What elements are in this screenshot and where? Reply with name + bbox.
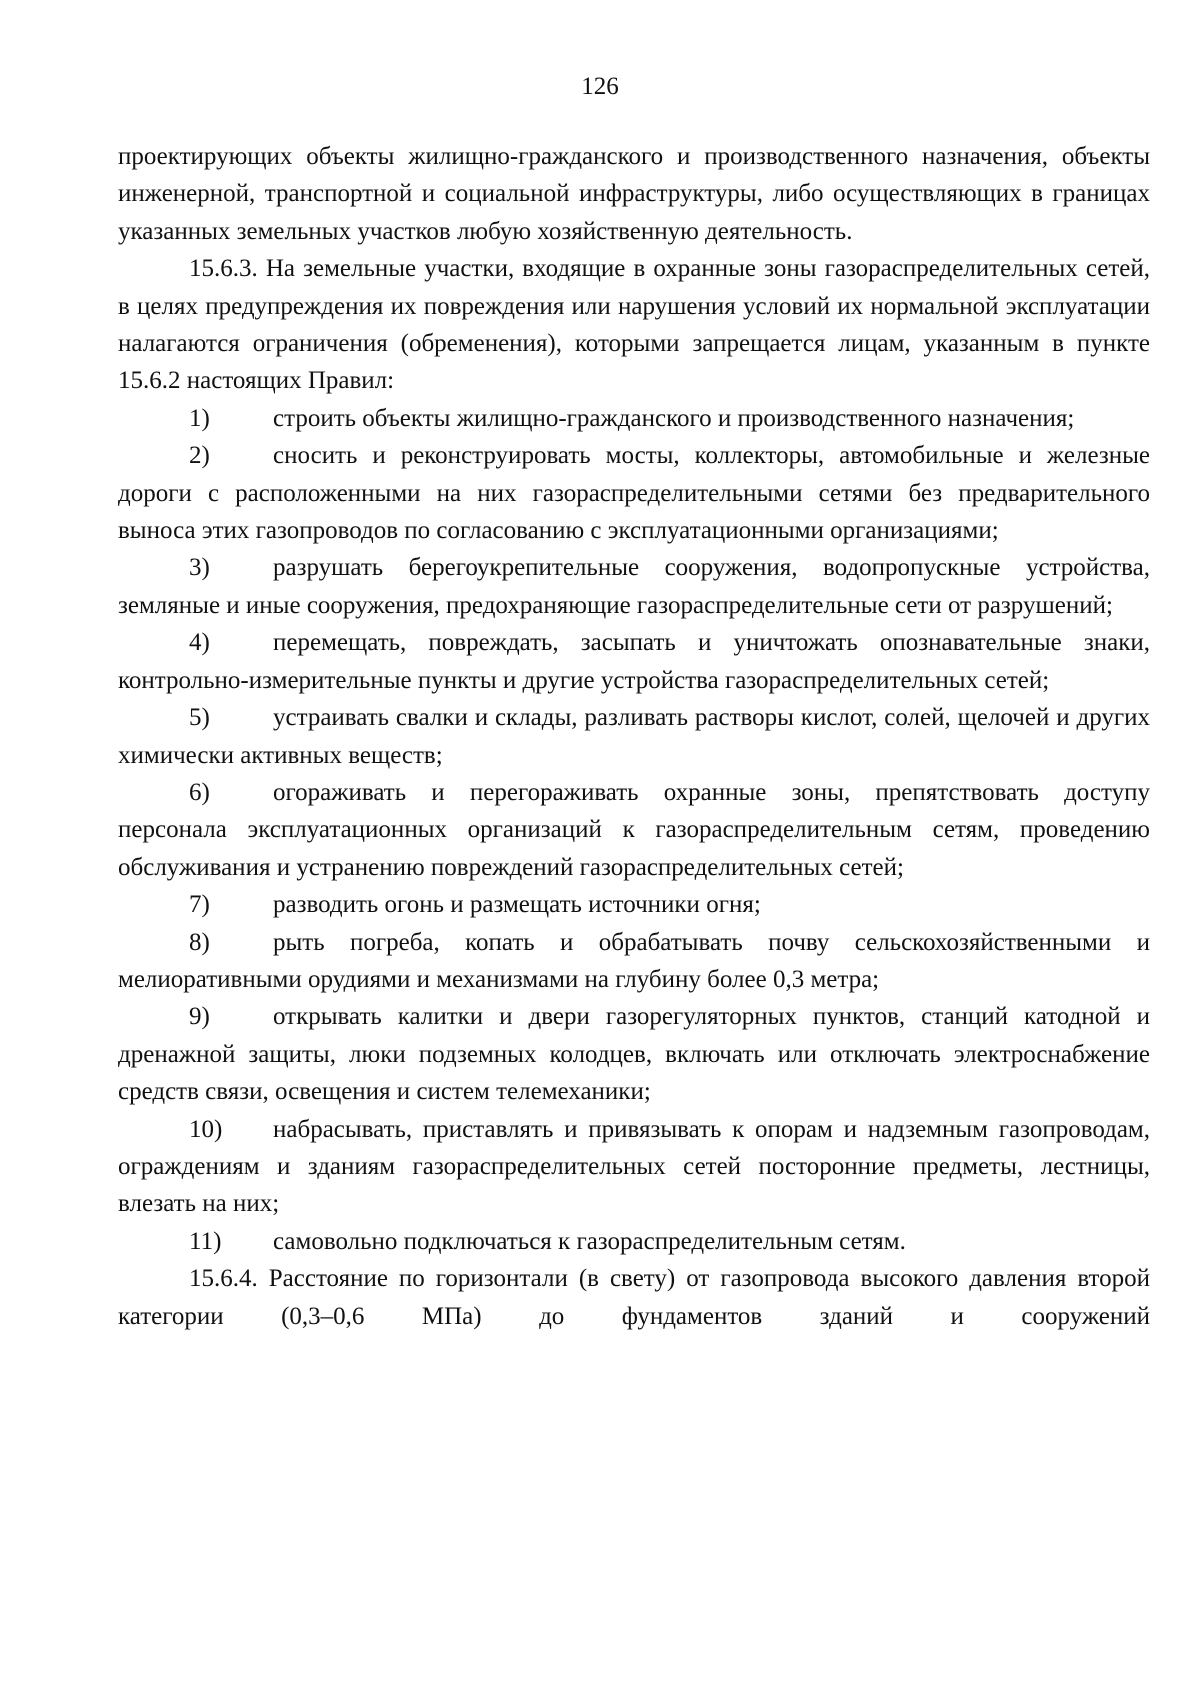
list-item-number: 9) bbox=[189, 1003, 210, 1031]
list-item-number: 11) bbox=[189, 1227, 222, 1255]
list-item bbox=[118, 1223, 1150, 1260]
clause-15-6-4: 15.6.4. Расстояние по горизонтали (в свету) от газопровода высокого давления второй категории (0,3–0,6 МПа) до фундаментов зданий и сооружений bbox=[118, 1265, 1150, 1330]
list-item bbox=[118, 924, 1150, 999]
list-item-text: огораживать и перегораживать охранные зоны, препятствовать доступу персонала эксплуатационных организаций к газораспределительным сетям, проведению обслуживания и устранению повреждений газораспределительных сетей; bbox=[118, 778, 1150, 881]
list-item bbox=[118, 774, 1150, 886]
list-item bbox=[118, 400, 1150, 437]
list-item bbox=[118, 886, 1150, 923]
list-item-number: 4) bbox=[189, 629, 210, 657]
list-item-text: сносить и реконструировать мосты, коллекторы, автомобильные и железные дороги с расположенными на них газораспределительными сетями без предварительного выноса этих газопроводов по согласованию с эксплуатационными организациями; bbox=[118, 442, 1150, 545]
list-item bbox=[118, 624, 1150, 699]
list-item-number: 3) bbox=[189, 554, 210, 582]
list-item-text: разрушать берегоукрепительные сооружения, водопропускные устройства, земляные и иные сооружения, предохраняющие газораспределительные сети от разрушений; bbox=[118, 554, 1150, 619]
list-item-text: самовольно подключаться к газораспределительным сетям. bbox=[273, 1227, 906, 1255]
list-item-text: разводить огонь и размещать источники огня; bbox=[273, 891, 761, 919]
list-item-number: 2) bbox=[189, 442, 210, 470]
list-item-number: 6) bbox=[189, 778, 210, 806]
list-item bbox=[118, 549, 1150, 624]
list-item bbox=[118, 1111, 1150, 1223]
list-item-number: 7) bbox=[189, 891, 210, 919]
list-item-text: рыть погреба, копать и обрабатывать почву сельскохозяйственными и мелиоративными орудиями и механизмами на глубину более 0,3 метра; bbox=[118, 928, 1150, 993]
page-number: 126 bbox=[581, 73, 619, 100]
list-item bbox=[118, 998, 1150, 1110]
list-item-text: строить объекты жилищно-гражданского и производственного назначения; bbox=[273, 404, 1075, 432]
list-item-number: 1) bbox=[189, 404, 210, 432]
list-item-number: 8) bbox=[189, 928, 210, 956]
list-item-text: перемещать, повреждать, засыпать и уничтожать опознавательные знаки, контрольно-измерительные пункты и другие устройства газораспределительных сетей; bbox=[118, 629, 1150, 694]
clause-15-6-3: 15.6.3. На земельные участки, входящие в охранные зоны газораспределительных сетей, в целях предупреждения их повреждения или нарушения условий их нормальной эксплуатации налагаются ограничения (обременения), которыми запрещается лицам, указанным в пункте 15.6.2 настоящих Правил: bbox=[118, 255, 1150, 395]
list-item bbox=[118, 699, 1150, 774]
list-item-text: устраивать свалки и склады, разливать растворы кислот, солей, щелочей и других химически активных веществ; bbox=[118, 704, 1150, 769]
list-item-number: 10) bbox=[189, 1115, 223, 1143]
list-item-number: 5) bbox=[189, 704, 210, 732]
intro-paragraph: проектирующих объекты жилищно-гражданского и производственного назначения, объекты инженерной, транспортной и социальной инфраструктуры, либо осуществляющих в границах указанных земельных участков любую хозяйственную деятельность. bbox=[118, 143, 1150, 245]
list-item-text: набрасывать, приставлять и привязывать к опорам и надземным газопроводам, ограждениям и зданиям газораспределительных сетей посторонние предметы, лестницы, влезать на них; bbox=[118, 1115, 1150, 1218]
list-item-text: открывать калитки и двери газорегуляторных пунктов, станций катодной и дренажной защиты, люки подземных колодцев, включать или отключать электроснабжение средств связи, освещения и систем телемеханики; bbox=[118, 1003, 1150, 1106]
list-item bbox=[118, 437, 1150, 549]
document-body bbox=[118, 138, 1150, 1335]
